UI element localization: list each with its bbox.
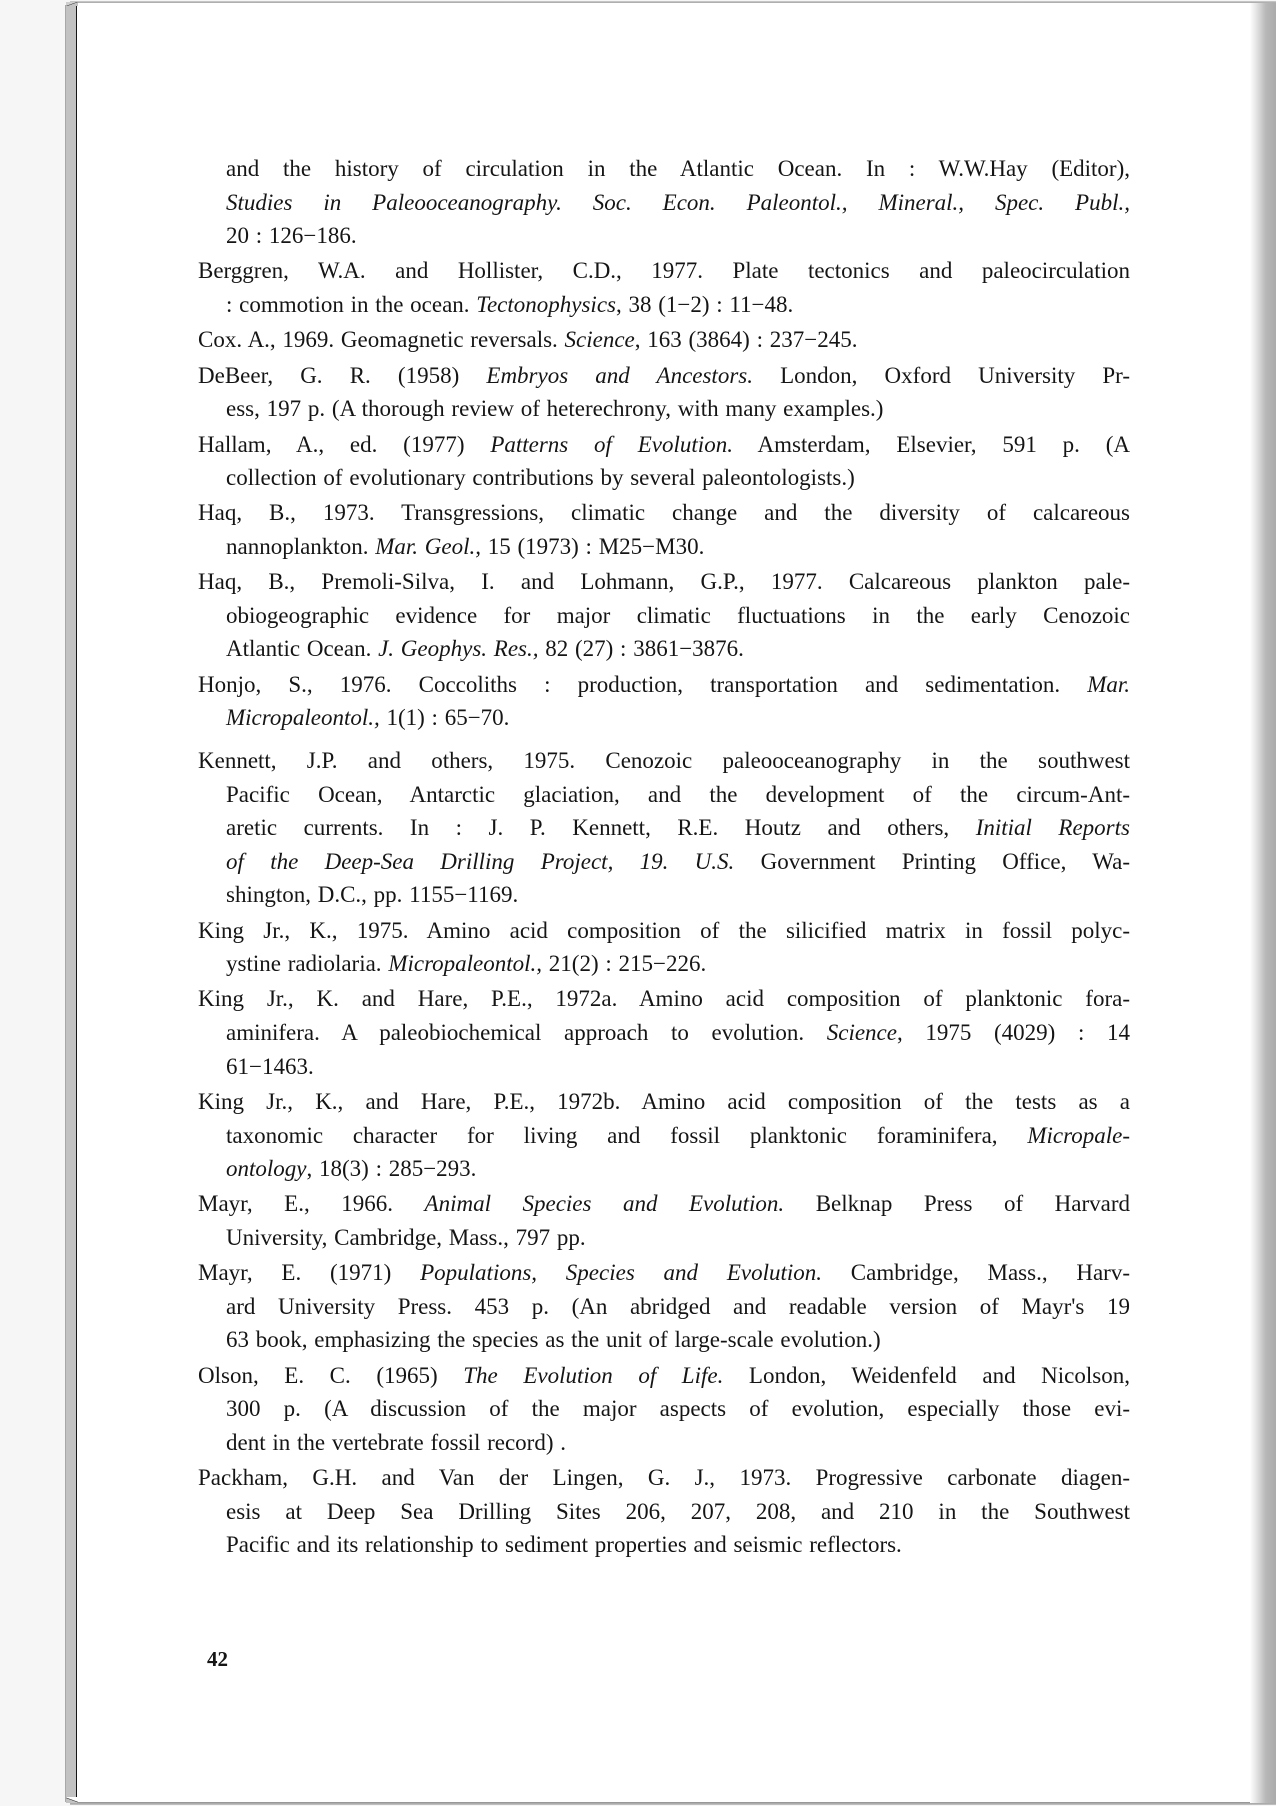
reference-line (198, 1461, 1130, 1495)
italic-title-text: Initial Reports (975, 815, 1130, 841)
italic-title-text: ontology (226, 1156, 307, 1182)
reference-entry (198, 496, 1130, 563)
reference-line (198, 668, 1130, 702)
reference-line (198, 1050, 1130, 1084)
reference-text: King Jr., K. and Hare, P.E., 1972a. Amino acid composition of planktonic fora- (198, 986, 1130, 1012)
reference-line (198, 1119, 1130, 1153)
italic-title-text: Micropaleontol., (226, 705, 380, 731)
reference-entry (198, 982, 1130, 1083)
reference-line (198, 392, 1130, 426)
reference-text: Cox. A., 1969. Geomagnetic reversals. (198, 327, 565, 353)
reference-text: Mayr, E. (1971) (198, 1260, 421, 1286)
italic-title-text: Patterns of Evolution. (490, 431, 733, 457)
reference-line (198, 914, 1130, 948)
reference-line (198, 1392, 1130, 1426)
reference-line (198, 254, 1130, 288)
reference-entry (198, 428, 1130, 495)
italic-title-text: Mar. Geol., (375, 533, 481, 559)
reference-text: Olson, E. C. (1965) (198, 1362, 464, 1388)
reference-text: , 1975 (4029) : 14 (896, 1020, 1130, 1046)
reference-text: King Jr., K., and Hare, P.E., 1972b. Amino acid composition of the tests as a (198, 1088, 1130, 1114)
page-bottom-edge (70, 1802, 1276, 1805)
reference-text: Amsterdam, Elsevier, 591 p. (A (732, 431, 1130, 457)
reference-text: 82 (27) : 3861−3876. (538, 636, 744, 662)
reference-text: ystine radiolaria. (226, 951, 389, 977)
reference-entry-continued (198, 152, 1130, 253)
italic-title-text: Science (564, 327, 635, 353)
reference-text: 20 : 126−186. (226, 223, 357, 249)
reference-entry (198, 1359, 1130, 1460)
reference-line (198, 323, 1130, 357)
reference-line (198, 1495, 1130, 1529)
reference-text: shington, D.C., pp. 1155−1169. (226, 882, 519, 908)
reference-line (198, 947, 1130, 981)
reference-line (198, 701, 1130, 735)
reference-entry (198, 914, 1130, 981)
reference-line (198, 186, 1130, 220)
reference-line (198, 428, 1130, 462)
reference-text: Cambridge, Mass., Harv- (822, 1260, 1130, 1286)
reference-line (198, 496, 1130, 530)
reference-line (198, 1290, 1130, 1324)
reference-text: Hallam, A., ed. (1977) (198, 431, 491, 457)
reference-text: Honjo, S., 1976. Coccoliths : production, transportation and sedimentation. (198, 671, 1088, 697)
reference-line (198, 1256, 1130, 1290)
reference-text: Berggren, W.A. and Hollister, C.D., 1977. Plate tectonics and paleocirculation (198, 258, 1130, 284)
reference-text: London, Weidenfeld and Nicolson, (723, 1362, 1130, 1388)
reference-text: 63 book, emphasizing the species as the unit of large-scale evolution.) (226, 1327, 881, 1353)
reference-entry (198, 668, 1130, 735)
reference-line (198, 1152, 1130, 1186)
reference-text: and the history of circulation in the Atlantic Ocean. In : W.W.Hay (Editor), (226, 156, 1130, 181)
italic-title-text: Animal Species and Evolution. (424, 1191, 785, 1217)
reference-text: 61−1463. (226, 1053, 314, 1079)
italic-title-text: Micropale- (1027, 1122, 1130, 1148)
italic-title-text: J. Geophys. Res., (378, 636, 539, 662)
reference-entry (198, 1461, 1130, 1562)
reference-text: 1(1) : 65−70. (379, 705, 510, 731)
reference-line (198, 1359, 1130, 1393)
reference-text: DeBeer, G. R. (1958) (198, 362, 487, 388)
reference-text: Belknap Press of Harvard (784, 1191, 1130, 1217)
reference-text: 15 (1973) : M25−M30. (480, 533, 705, 559)
reference-text: esis at Deep Sea Drilling Sites 206, 207, 208, and 210 in the Southwest (226, 1498, 1130, 1524)
reference-text: , 163 (3864) : 237−245. (634, 327, 858, 353)
reference-line (198, 878, 1130, 912)
italic-title-text: of the Deep-Sea Drilling Project, 19. U.S. (226, 848, 735, 874)
reference-line (198, 1528, 1130, 1562)
reference-entry (198, 1256, 1130, 1357)
reference-text: King Jr., K., 1975. Amino acid composition of the silicified matrix in fossil polyc- (198, 917, 1130, 943)
reference-text: Mayr, E., 1966. (198, 1191, 425, 1217)
reference-line (198, 982, 1130, 1016)
reference-line (198, 845, 1130, 879)
reference-text: ard University Press. 453 p. (An abridged and readable version of Mayr's 19 (226, 1293, 1130, 1319)
page-number: 42 (207, 1647, 228, 1671)
reference-entry (198, 744, 1130, 912)
reference-text: aretic currents. In : J. P. Kennett, R.E. Houtz and others, (226, 815, 976, 841)
reference-line (198, 1187, 1130, 1221)
italic-title-text: Mar. (1087, 671, 1130, 697)
reference-line (198, 632, 1130, 666)
reference-line (198, 461, 1130, 495)
reference-line (198, 1085, 1130, 1119)
reference-line (198, 359, 1130, 393)
reference-text: nannoplankton. (226, 533, 376, 559)
reference-text: Haq, B., Premoli-Silva, I. and Lohmann, G.P., 1977. Calcareous plankton pale- (198, 569, 1130, 595)
reference-text: , 18(3) : 285−293. (306, 1156, 477, 1182)
italic-title-text: Micropaleontol., (388, 951, 543, 977)
reference-text: Haq, B., 1973. Transgressions, climatic change and the diversity of calcareous (198, 500, 1130, 526)
page-spine (65, 5, 77, 1802)
reference-text: Pacific Ocean, Antarctic glaciation, and the development of the circum-Ant- (226, 781, 1130, 807)
reference-text: collection of evolutionary contributions by several paleontologists.) (226, 465, 855, 491)
reference-text: taxonomic character for living and fossil planktonic foraminifera, (226, 1122, 1028, 1148)
reference-line (198, 1016, 1130, 1050)
reference-line (198, 565, 1130, 599)
reference-line (198, 152, 1130, 186)
reference-text: aminifera. A paleobiochemical approach to evolution. (226, 1020, 827, 1046)
references-list (198, 152, 1130, 1562)
reference-line (198, 744, 1130, 778)
reference-line (198, 599, 1130, 633)
reference-text: , 38 (1−2) : 11−48. (615, 292, 794, 318)
italic-title-text: Tectonophysics (476, 292, 616, 318)
reference-line (198, 778, 1130, 812)
page-curl-shadow (1250, 3, 1276, 1803)
reference-text: Kennett, J.P. and others, 1975. Cenozoic paleooceanography in the southwest (198, 747, 1130, 773)
italic-title-text: Science (826, 1020, 897, 1046)
reference-text: dent in the vertebrate fossil record) . (226, 1429, 567, 1455)
reference-line (198, 1323, 1130, 1357)
reference-entry (198, 565, 1130, 666)
reference-line (198, 288, 1130, 322)
reference-line (198, 530, 1130, 564)
reference-text: Packham, G.H. and Van der Lingen, G. J., 1973. Progressive carbonate diagen- (198, 1465, 1130, 1491)
italic-title-text: The Evolution of Life. (463, 1362, 724, 1388)
italic-title-text: Populations, Species and Evolution. (420, 1260, 823, 1286)
reference-text: London, Oxford University Pr- (752, 362, 1131, 388)
reference-entry (198, 254, 1130, 321)
italic-title-text: Embryos and Ancestors. (486, 362, 753, 388)
reference-text: 300 p. (A discussion of the major aspects of evolution, especially those evi- (226, 1396, 1130, 1422)
spine-corner-top (66, 2, 78, 6)
reference-entry (198, 1085, 1130, 1186)
reference-entry (198, 323, 1130, 357)
spine-corner-bottom (66, 1797, 78, 1803)
italic-title-text: Studies in Paleooceanography. Soc. Econ. Paleontol., Mineral., Spec. Publ., (226, 189, 1130, 215)
reference-entry (198, 1187, 1130, 1254)
reference-text: 21(2) : 215−226. (542, 951, 707, 977)
reference-entry (198, 359, 1130, 426)
reference-text: University, Cambridge, Mass., 797 pp. (226, 1224, 586, 1250)
reference-line (198, 1221, 1130, 1255)
reference-text: : commotion in the ocean. (226, 292, 477, 318)
reference-text: Government Printing Office, Wa- (734, 848, 1130, 874)
reference-text: Atlantic Ocean. (226, 636, 379, 662)
reference-text: obiogeographic evidence for major climatic fluctuations in the early Cenozoic (226, 602, 1130, 628)
reference-line (198, 219, 1130, 253)
reference-line (198, 811, 1130, 845)
reference-text: ess, 197 p. (A thorough review of heterechrony, with many examples.) (226, 396, 884, 422)
reference-text: Pacific and its relationship to sediment properties and seismic reflectors. (226, 1532, 902, 1558)
reference-line (198, 1426, 1130, 1460)
